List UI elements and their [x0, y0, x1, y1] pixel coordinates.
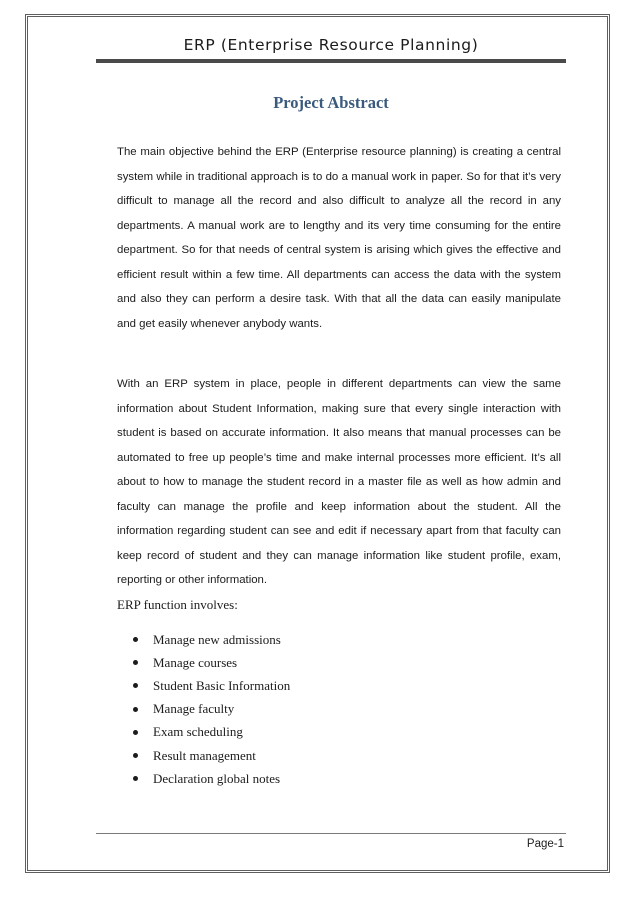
list-item [117, 628, 290, 651]
bullet-icon [133, 730, 138, 735]
list-item-label: Manage new admissions [153, 631, 281, 647]
page-number: Page-1 [526, 838, 564, 850]
abstract-paragraph-2: With an ERP system in place, people in different departments can view the same information about Student Information, making sure that every single interaction with student is based on accurate information. It also means that manual processes can be automated to free up people’s time and make internal processes more efficient. It’s all about to how to manage the student record in a master file as well as how admin and faculty can manage the profile and keep information about the student. All the information regarding student can see and edit if necessary apart from that faculty can keep record of student and they can manage information like student profile, exam, reporting or other information. [117, 378, 561, 586]
bullet-icon [133, 683, 138, 688]
abstract-title: Project Abstract [273, 93, 389, 112]
list-item-label: Student Basic Information [153, 677, 291, 693]
list-item [117, 651, 290, 674]
bullet-icon [133, 776, 138, 781]
list-item-label: Result management [153, 747, 256, 763]
list-item [117, 674, 290, 697]
bullet-icon [133, 660, 138, 665]
list-item-label: Declaration global notes [153, 770, 281, 786]
bullet-icon [133, 753, 138, 758]
list-item-label: Exam scheduling [153, 724, 243, 740]
footer-divider [96, 833, 566, 834]
list-item [117, 767, 290, 790]
functions-list [117, 628, 290, 790]
list-item [117, 744, 290, 767]
bullet-icon [133, 707, 138, 712]
list-item [117, 721, 290, 744]
abstract-paragraph-1: The main objective behind the ERP (Enterprise resource planning) is creating a central system while in traditional approach is to do a manual work in paper. So for that it’s very difficult to manage all the record and also difficult to analyze all the record in any departments. A manual work are to lengthy and its very time consuming for the entire department. So for that needs of central system is arising which gives the effective and efficient result within a few time. All departments can access the data with the system and also they can perform a desire task. With that all the data can easily manipulate and get easily whenever anybody wants. [117, 146, 561, 330]
header-title: ERP (Enterprise Resource Planning) [183, 36, 479, 54]
list-item-label: Manage courses [153, 654, 238, 670]
functions-heading: ERP function involves: [117, 597, 238, 612]
list-item-label: Manage faculty [153, 701, 235, 717]
list-item [117, 698, 290, 721]
header-divider [96, 59, 566, 63]
bullet-icon [133, 637, 138, 642]
